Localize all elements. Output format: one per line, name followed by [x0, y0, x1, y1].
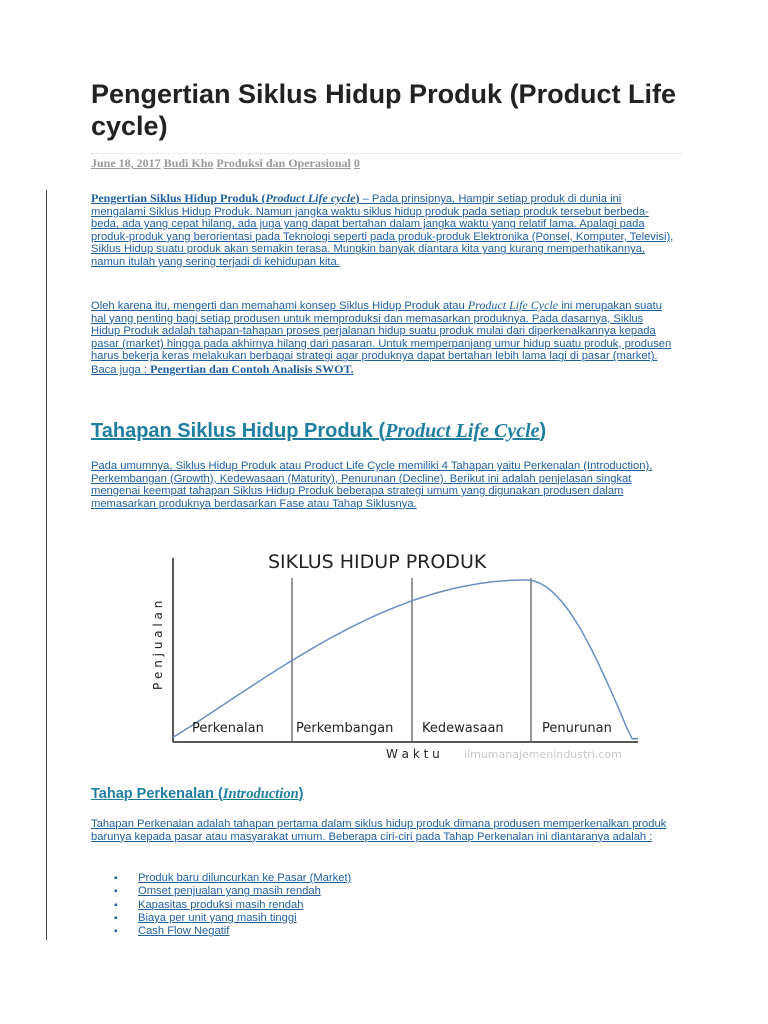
x-axis-label: W a k t u [386, 747, 440, 761]
concept-before: Oleh karena itu, mengerti dan memahami konsep Siklus Hidup Produk atau [91, 300, 468, 312]
see-also-label: Baca juga : [91, 363, 151, 376]
intro-lead-close[interactable]: ) [355, 191, 360, 205]
life-cycle-chart [150, 540, 670, 765]
concept-italic: Product Life Cycle [467, 298, 559, 312]
sales-curve [173, 580, 638, 739]
introduction-paragraph: Tahapan Perkenalan adalah tahapan pertama dalam siklus hidup produk dimana produsen memperkenalkan produk barunya kepada pasar atau masyarakat umum. Beberapa ciri-ciri pada Tahap Perkenalan ini diantaranya adalah : [91, 818, 667, 843]
section-heading-close: ) [539, 420, 547, 442]
stages-paragraph: Pada umumnya, Siklus Hidup Produk atau Product Life Cycle memiliki 4 Tahapan yaitu Perkenalan (Introduction), Perkembangan (Growth), Kedewasaan (Maturity), Penurunan (Decline). Berikut ini adalah penjelasan singkat mengenai keempat tahapan Siklus Hidup Produk beberapa strategi umum yang digunakan produsen dalam memasarkan produknya berdasarkan Fase atau Tahap Siklusnya. [91, 460, 653, 510]
section-heading-text: Tahapan Siklus Hidup Produk ( [91, 420, 386, 442]
concept-after: ini merupakan suatu hal yang penting bagi setiap produsen untuk memproduksi dan memasarkan produknya. Pada dasarnya, Siklus Hidup Produk adalah tahapan-tahapan proses perjalanan hidup suatu produk mulai dari diperkenalkannya kepada pasar (market) hingga pada akhirnya hilang dari pasaran. Untuk memperpanjang umur hidup suatu produk, produsen harus bekerja keras melakukan berbagai strategi agar produknya dapat bertahan lebih lama lagi di pasar (market). [91, 300, 672, 363]
post-comments-link[interactable]: 0 [353, 156, 360, 170]
stage-label-perkembangan: Perkembangan [296, 721, 394, 736]
chart-title: SIKLUS HIDUP PRODUK [268, 551, 487, 573]
sub-heading-text: Tahap Perkenalan ( [91, 786, 223, 802]
left-border-line [46, 190, 47, 940]
list-item: ▪ Omset penjualan yang masih rendah [114, 885, 514, 898]
list-item: ▪ Kapasitas produksi masih rendah [114, 899, 514, 912]
chart-watermark: ilmumanajemenindustri.com [464, 748, 622, 761]
intro-paragraph [91, 192, 675, 269]
section-heading-italic: Product Life Cycle [385, 420, 540, 442]
stage-label-perkenalan: Perkenalan [192, 721, 264, 736]
intro-lead[interactable]: Pengertian Siklus Hidup Produk ( [91, 191, 266, 205]
intro-body: – Pada prinsipnya, Hampir setiap produk di dunia ini mengalami Siklus Hidup Produk. Namun jangka waktu siklus hidup produk pada setiap produk tersebut berbeda-beda, ada yang cepat hilang, ada juga yang dapat bertahan dalam jangka waktu yang relatif lama. Apalagi pada produk-produk yang berorientasi pada Teknologi seperti pada produk-produk Elektronika (Ponsel, Komputer, Televisi), Siklus Hidup suatu produk akan semakin terasa. Mungkin banyak diantara kita yang kurang memperhatikannya, namun itulah yang sering terjadi di kehidupan kita. [91, 193, 674, 268]
sub-heading-italic: Introduction [222, 786, 299, 802]
sub-heading-close: ) [298, 786, 304, 802]
list-item: ▪ Produk baru diluncurkan ke Pasar (Market) [114, 872, 514, 885]
list-item: ▪ Cash Flow Negatif [114, 925, 514, 938]
meta-divider [91, 153, 681, 154]
stage-label-kedewasaan: Kedewasaan [422, 721, 504, 736]
section-heading [91, 420, 546, 443]
list-item: ▪ Biaya per unit yang masih tinggi [114, 912, 514, 925]
concept-paragraph [91, 299, 675, 377]
page-title: Pengertian Siklus Hidup Produk (Product Life cycle) [91, 79, 677, 141]
post-meta [91, 156, 681, 171]
post-author-link[interactable]: Budi Kho [163, 156, 214, 170]
post-category-link[interactable]: Produksi dan Operasional [216, 156, 351, 170]
post-date-link[interactable]: June 18, 2017 [91, 156, 161, 170]
y-axis-label: P e n j u a l a n [151, 600, 165, 690]
stage-label-penurunan: Penurunan [542, 721, 612, 736]
intro-lead-italic[interactable]: Product Life cycle [265, 191, 356, 205]
sub-heading [91, 786, 303, 803]
introduction-list [114, 872, 514, 938]
see-also-link[interactable]: Pengertian dan Contoh Analisis SWOT. [150, 361, 354, 376]
